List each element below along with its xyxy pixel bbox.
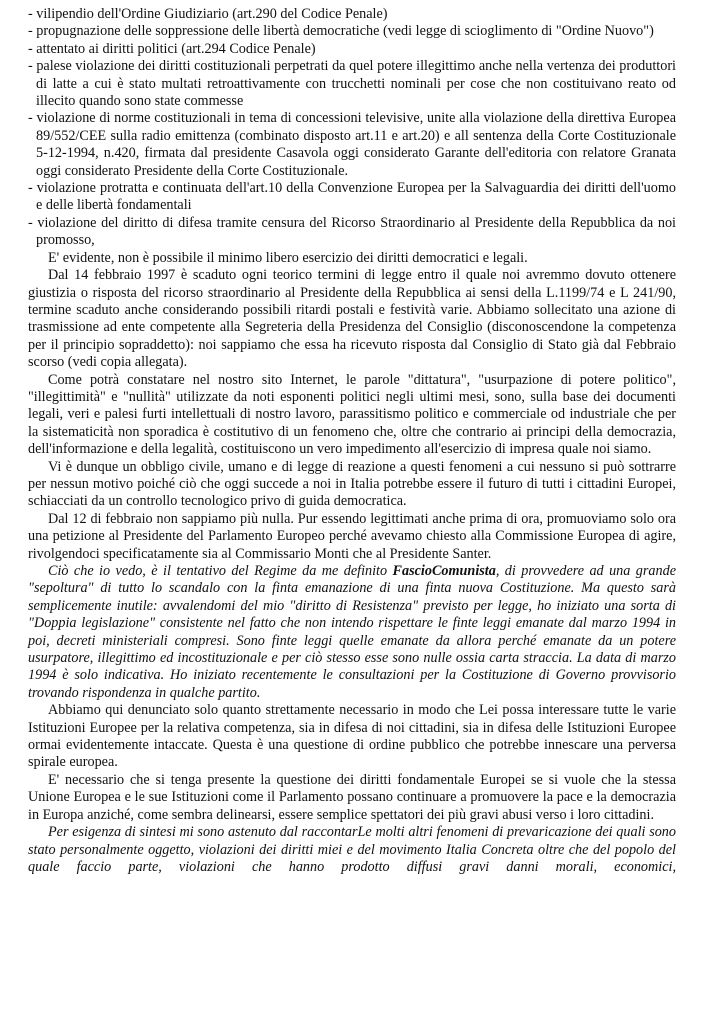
bullet-item: - palese violazione dei diritti costituzionali perpetrati da quel potere illegittimo anche nella vertenza dei produttori di latte a cui è stato multati retroattivamente con trucchetti nominali per cose che non costituivano reato od illecito quando sono state commesse xyxy=(28,58,676,110)
paragraph-italic xyxy=(28,563,676,702)
paragraph: Dal 12 di febbraio non sappiamo più nulla. Pur essendo legittimati anche prima di ora, promuoviamo solo ora una petizione al Presidente del Parlamento Europeo perché avevamo chiesto alla Commissione Europea di agire, rivolgendoci specificatamente sia al Commissario Monti che al Presidente Santer. xyxy=(28,510,676,562)
document-page xyxy=(28,6,676,876)
paragraph-text: , di provvedere ad una grande "sepoltura" di tutto lo scandalo con la finta emanazione di una finta nuova Costituzione. Ma questo sarà semplicemente inutile: avvalendomi del mio "diritto di Resistenza" previsto per legge, ho iniziato una sorta di "Doppia legislazione" consistente nel fatto che non intendo rispettare le finte leggi emanate dal marzo 1994 in poi, decreti ministeriali compresi. Sono finte leggi quelle emanate da allora perché emanate da un potere usurpatore, illegittimo ed incostituzionale e per ciò stesso esse sono nulle ossia carta straccia. La data di marzo 1994 è solo indicativa. Ho iniziato recentemente le consultazioni per la Costituzione di Governo provvisorio trovando rispondenza in qualche partito. xyxy=(28,563,676,701)
emphasized-term: FascioComunista xyxy=(392,563,496,579)
paragraph-text: Ciò che io vedo, è il tentativo del Regime da me definito xyxy=(48,563,393,579)
bullet-item: - violazione di norme costituzionali in tema di concessioni televisive, unite alla violazione della direttiva Europea 89/552/CEE sulla radio emittenza (combinato disposto art.11 e art.20) e all sentenza della Corte Costituzionale 5-12-1994, n.420, firmata dal presidente Casavola oggi considerato Garante dell'editoria con relatore Granata oggi considerato Presidente della Corte Costituzionale. xyxy=(28,110,676,179)
bullet-item: - vilipendio dell'Ordine Giudiziario (art.290 del Codice Penale) xyxy=(28,6,388,22)
paragraph: Abbiamo qui denunciato solo quanto strettamente necessario in modo che Lei possa interessare tutte le varie Istituzioni Europee per la relativa competenza, sia in difesa di noi cittadini, sia in difesa delle Istituzioni Europee ormai evidentemente intaccate. Questa è una questione di ordine pubblico che potrebbe innescare una perversa spirale europea. xyxy=(28,702,676,771)
bullet-item: - violazione protratta e continuata dell'art.10 della Convenzione Europea per la Salvaguardia dei diritti dell'uomo e delle libertà fondamentali xyxy=(28,180,676,214)
paragraph: E' evidente, non è possibile il minimo libero esercizio dei diritti democratici e legali. xyxy=(48,249,528,266)
paragraph-italic: Per esigenza di sintesi mi sono astenuto dal raccontarLe molti altri fenomeni di prevaricazione dei quali sono stato personalmente oggetto, violazioni dei diritti miei e del movimento Italia Concreta oltre che del popolo del quale faccio parte, violazioni che hanno prodotto diffusi gravi danni morali, economici, xyxy=(28,824,676,875)
bullet-item: - attentato ai diritti politici (art.294 Codice Penale) xyxy=(28,40,316,57)
paragraph: Dal 14 febbraio 1997 è scaduto ogni teorico termini di legge entro il quale noi avremmo dovuto ottenere giustizia o risposta del ricorso straordinario al Presidente della Repubblica ai sensi della L.1199/74 e L 241/90, termine scaduto anche considerando possibili ritardi postali e festività varie. Abbiamo sollecitato una azione di trasmissione ad ente competente alla Segreteria della Presidenza del Consiglio (disconoscendone la competenza per il principio sopraddetto): noi sappiamo che essa ha ricevuto risposta dal Consiglio di Stato già dal Febbraio scorso (vedi copia allegata). xyxy=(28,267,676,371)
paragraph: Come potrà constatare nel nostro sito Internet, le parole "dittatura", "usurpazione di potere politico", "illegittimità" e "nullità" utilizzate da noti esponenti politici negli ultimi mesi, sono, sulla base dei documenti legali, veri e palesi furti intellettuali di nostro lavoro, parassitismo politico e commerciale od industriale che per la sistematicità non sporadica è costitutivo di un fenomeno che, oltre che contrario ai principi della democrazia, dell'informazione e della legalità, costituiscono un vero impedimento all'esercizio di impresa quale noi siamo. xyxy=(28,371,676,458)
paragraph: E' necessario che si tenga presente la questione dei diritti fondamentale Europei se si vuole che la stessa Unione Europea e le sue Istituzioni come il Parlamento possano continuare a promuovere la pace e la democrazia in Europa anziché, come sembra delinearsi, essere semplice spettatori dei più gravi abusi verso i loro cittadini. xyxy=(28,771,676,823)
bullet-item: - propugnazione delle soppressione delle libertà democratiche (vedi legge di scioglimento di "Ordine Nuovo") xyxy=(28,23,654,40)
bullet-item: - violazione del diritto di difesa tramite censura del Ricorso Straordinario al Presidente della Repubblica da noi promosso, xyxy=(28,214,676,249)
paragraph: Vi è dunque un obbligo civile, umano e di legge di reazione a questi fenomeni a cui nessuno si può sottrarre per nessun motivo poiché ciò che oggi succede a noi in Italia potrebbe essere il futuro di tutti i cittadini Europei, schiacciati da un controllo tecnologico privo di guida democratica. xyxy=(28,458,676,510)
